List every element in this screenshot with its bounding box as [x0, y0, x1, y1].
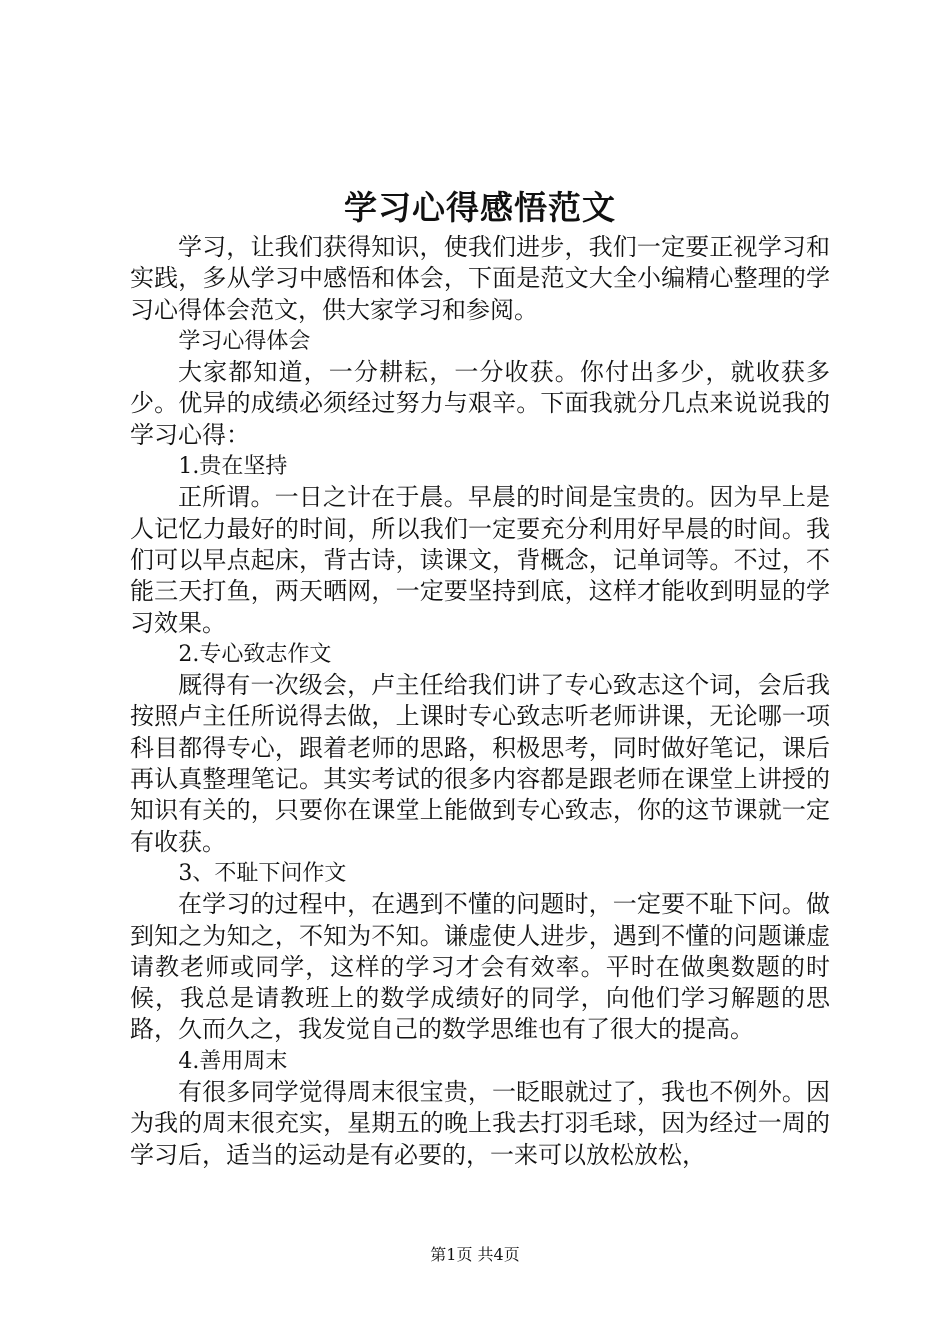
opening-paragraph: 大家都知道，一分耕耘，一分收获。你付出多少，就收获多少。优异的成绩必须经过努力与艰辛。下面我就分几点来说说我的学习心得：	[130, 358, 830, 449]
point-1-heading: 1.贵在坚持	[178, 454, 288, 480]
document-title: 学习心得感悟范文	[344, 188, 616, 227]
section-title: 学习心得体会	[178, 328, 311, 354]
intro-paragraph: 学习，让我们获得知识，使我们进步，我们一定要正视学习和实践，多从学习中感悟和体会，下面是范文大全小编精心整理的学习心得体会范文，供大家学习和参阅。	[130, 233, 830, 324]
document-page	[130, 186, 830, 1171]
point-2-heading: 2.专心致志作文	[178, 641, 332, 667]
point-3-heading: 3、不耻下问作文	[178, 860, 347, 886]
point-2-body: 厩得有一次级会，卢主任给我们讲了专心致志这个词，会后我按照卢主任所说得去做，上课时专心致志听老师讲课，无论哪一项科目都得专心，跟着老师的思路，积极思考，同时做好笔记，课后再认真整理笔记。其实考试的很多内容都是跟老师在课堂上讲授的知识有关的，只要你在课堂上能做到专心致志，你的这节课就一定有收获。	[130, 671, 830, 856]
point-4-heading: 4.善用周末	[178, 1048, 288, 1074]
point-1-body: 正所谓。一日之计在于晨。早晨的时间是宝贵的。因为早上是人记忆力最好的时间，所以我们一定要充分利用好早晨的时间。我们可以早点起床，背古诗，读课文，背概念，记单词等。不过，不能三天打鱼，两天晒网，一定要坚持到底，这样才能收到明显的学习效果。	[130, 483, 830, 637]
point-4-body: 有很多同学觉得周末很宝贵，一眨眼就过了，我也不例外。因为我的周末很充实，星期五的晚上我去打羽毛球，因为经过一周的学习后，适当的运动是有必要的，一来可以放松放松，	[130, 1078, 830, 1169]
page-footer: 第1页 共4页	[430, 1245, 520, 1264]
point-3-body: 在学习的过程中，在遇到不懂的问题时，一定要不耻下问。做到知之为知之，不知为不知。谦虚使人进步，遇到不懂的问题谦虚请教老师或同学，这样的学习才会有效率。平时在做奥数题的时候，我总是请教班上的数学成绩好的同学，向他们学习解题的思路，久而久之，我发觉自己的数学思维也有了很大的提高。	[130, 890, 830, 1044]
